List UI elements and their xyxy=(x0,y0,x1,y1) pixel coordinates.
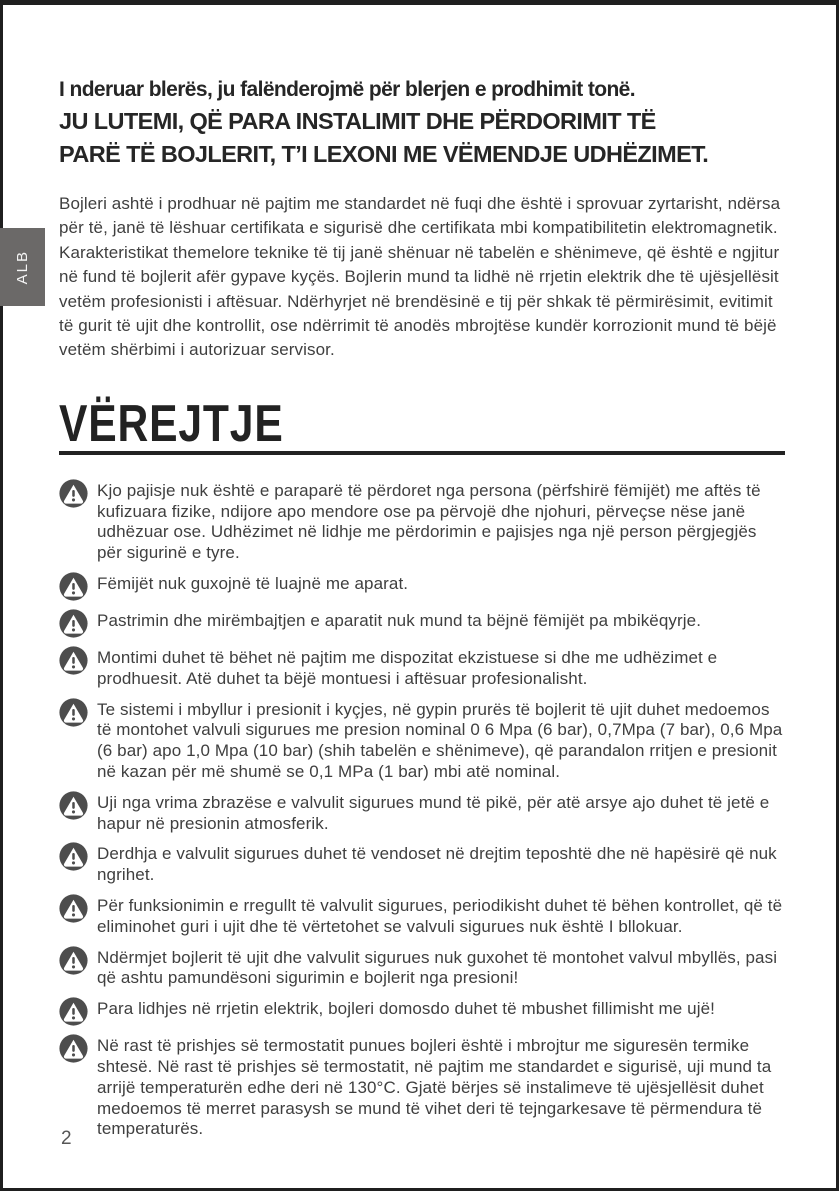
language-tab-label: ALB xyxy=(14,249,31,285)
warning-triangle-icon xyxy=(59,609,88,638)
warning-triangle-icon xyxy=(59,791,88,820)
warning-triangle-icon xyxy=(59,894,88,923)
warning-triangle-icon xyxy=(59,646,88,675)
warning-text: Pastrimin dhe mirëmbajtjen e aparatit nuk mund ta bëjnë fëmijët pa mbikëqyrje. xyxy=(97,611,702,631)
warning-item xyxy=(59,700,785,783)
warning-text: Ndërmjet bojlerit të ujit dhe valvulit sigurues nuk guxohet të montohet valvul mbyllës, pasi që ashtu pamundësoni sigurimin e bojlerit nga presioni! xyxy=(97,947,778,988)
warning-triangle-icon xyxy=(59,698,88,727)
warning-item xyxy=(59,481,785,564)
warning-text: Para lidhjes në rrjetin elektrik, bojleri domosdo duhet të mbushet fillimisht me ujë! xyxy=(97,999,715,1019)
section-header xyxy=(59,394,785,455)
warning-triangle-icon xyxy=(59,479,88,508)
warning-item xyxy=(59,844,785,886)
warning-text: Fëmijët nuk guxojnë të luajnë me aparat. xyxy=(97,574,409,594)
warning-triangle-icon xyxy=(59,572,88,601)
warning-text: Për funksionimin e rregullt të valvulit sigurues, periodikisht duhet të bëhen kontrollet, që të eliminohet guri i ujit dhe të vërtetohet se valvuli sigurues nuk është I bllokuar. xyxy=(97,896,783,936)
warning-text: Uji nga vrima zbrazëse e valvulit sigurues mund të pikë, për atë arsye ajo duhet të jetë e hapur në presionin atmosferik. xyxy=(97,792,770,833)
warning-text: Te sistemi i mbyllur i presionit i kyçjes, në gypin prurës të bojlerit të ujit duhet medoemos të montohet valvuli sigurues me presion nominal 0 6 Mpa (6 bar), 0,7Mpa (7 bar), 0,6 Mpa (6 bar) apo 1,0 Mpa (10 bar) (shih tabelën e shënimeve), që parandalon rritjen e presionit në kazan për më shumë se 0,1 MPa (1 bar) mbi atë nominal. xyxy=(97,699,783,782)
intro-notice-line1: JU LUTEMI, QË PARA INSTALIMIT DHE PËRDORIMIT TË xyxy=(59,108,656,134)
page-number: 2 xyxy=(61,1128,72,1149)
intro-paragraph: Bojleri ashtë i prodhuar në pajtim me standardet në fuqi dhe është i sprovuar zyrtarisht, ndërsa për të, janë të lëshuar certifikata e sigurisë dhe certifikata mbi kompatibilitetin elektromagnetik. Karakteristikat themelore teknike të tij janë shënuar në tabelën e shënimeve, që është e ngjitur në fund të bojlerit afër gypave kyçës. Bojlerin mund ta lidhë në rrjetin elektrik dhe të ujësjellësit vetëm profesionisti i aftësuar. Ndërhyrjet në brendësinë e tij për shkak të përmirësimit, evitimit të gurit të ujit dhe kontrollit, ose ndërrimit të anodës mbrojtëse kundër korrozionit mund të bëjë vetëm shërbimi i autorizuar servisor. xyxy=(59,194,781,360)
language-tab-alb xyxy=(0,228,45,306)
page-edge-left xyxy=(0,0,3,1191)
warning-triangle-icon xyxy=(59,1034,88,1063)
warning-list xyxy=(59,481,785,1140)
warning-text: Në rast të prishjes së termostatit punues bojleri është i mbrojtur me siguresën termike shtesë. Në rast të prishjes së termostatit, në pajtim me standardet e sigurisë, uji mund ta arrijë temperaturën edhe deri në 130°C. Gjatë bërjes së instalimeve të ujësjellësit duhet medoemos të merret parasysh se mund të vihet deri të tejngarkesave të përmendura të temperaturës. xyxy=(97,1036,772,1139)
warning-triangle-icon xyxy=(59,997,88,1026)
warning-triangle-icon xyxy=(59,842,88,871)
warning-item xyxy=(59,896,785,938)
warning-item xyxy=(59,648,785,690)
warning-item xyxy=(59,611,785,638)
warning-item xyxy=(59,999,785,1026)
warning-item xyxy=(59,1036,785,1140)
warning-text: Kjo pajisje nuk është e paraparë të përdoret nga persona (përfshirë fëmijët) me aftës të kufizuara fizike, ndijore apo mendore ose pa përvojë dhe njohuri, përveçse nëse janë udhëzuar ose. Udhëzimet në lidhje me përdorimin e pajisjes nga një person përgjegjës për sigurinë e tyre. xyxy=(97,480,761,563)
warning-item xyxy=(59,793,785,835)
warning-text: Montimi duhet të bëhet në pajtim me dispozitat ekzistuese si dhe me udhëzimet e prodhuesit. Atë duhet ta bëjë montuesi i aftësuar profesionalisht. xyxy=(97,648,718,688)
warning-item xyxy=(59,948,785,990)
intro-notice-line2: PARË TË BOJLERIT, T’I LEXONI ME VËMENDJE UDHËZIMET. xyxy=(59,141,709,167)
warning-triangle-icon xyxy=(59,946,88,975)
warning-text: Derdhja e valvulit sigurues duhet të vendoset në drejtim teposhtë dhe në hapësirë që nuk ngrihet. xyxy=(97,844,777,885)
intro-greeting: I nderuar blerës, ju falënderojmë për blerjen e prodhimit tonë. xyxy=(59,78,635,101)
page-edge-top xyxy=(0,0,839,5)
intro-heading xyxy=(59,75,785,171)
section-title: VËREJTJE xyxy=(59,394,284,453)
warning-item xyxy=(59,574,785,601)
